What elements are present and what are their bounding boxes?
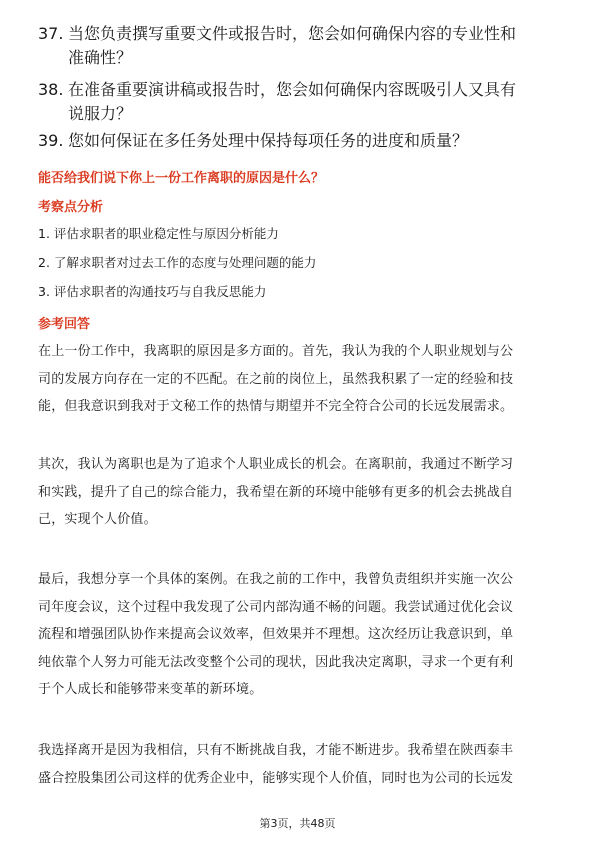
paragraph-line: 能，但我意识到我对于文秘工作的热情与期望并不完全符合公司的长远发展需求。 [38,399,514,414]
paragraph-line: 司的发展方向存在一定的不匹配。在之前的岗位上，虽然我积累了一定的经验和技 [38,371,514,387]
main-question-heading: 能否给我们说下你上一份工作离职的原因是什么？ [38,171,325,186]
paragraph-line: 盛合控股集团公司这样的优秀企业中，能够实现个人价值，同时也为公司的长远发 [38,770,514,786]
paragraph-line: 我选择离开是因为我相信，只有不断挑战自我，才能不断进步。我希望在陕西泰丰 [38,743,514,758]
analysis-heading: 考察点分析 [38,200,104,215]
analysis-point-1: 1. 评估求职者的职业稳定性与原因分析能力 [38,226,279,241]
paragraph-line: 流程和增强团队协作来提高会议效率，但效果并不理想。这次经历让我意识到，单 [38,627,514,642]
answer-paragraph-2 [38,451,558,534]
paragraph-line: 己，实现个人价值。 [38,512,157,527]
paragraph-line: 司年度会议，这个过程中我发现了公司内部沟通不畅的问题。我尝试通过优化会议 [38,599,514,615]
question-39 [38,129,568,153]
answer-paragraph-3 [38,566,558,704]
paragraph-line: 和实践，提升了自己的综合能力，我希望在新的环境中能够有更多的机会去挑战自 [38,484,514,500]
answer-heading: 参考回答 [38,317,91,332]
paragraph-line: 在上一份工作中，我离职的原因是多方面的。首先，我认为我的个人职业规划与公 [38,344,514,359]
analysis-point-2: 2. 了解求职者对过去工作的态度与处理问题的能力 [38,255,317,270]
answer-paragraph-1 [38,338,558,421]
paragraph-line: 纯依靠个人努力可能无法改变整个公司的现状，因此我决定离职，寻求一个更有利 [38,654,514,670]
question-text-line1: 当您负责撰写重要文件或报告时，您会如何确保内容的专业性和 [68,24,517,43]
page-number-footer: 第3页，共48页 [259,817,336,830]
question-37 [38,22,568,70]
question-text-line1: 您如何保证在多任务处理中保持每项任务的进度和质量？ [68,131,469,150]
question-number: 37. [38,24,64,43]
question-number: 39. [38,131,64,150]
paragraph-line: 其次，我认为离职也是为了追求个人职业成长的机会。在离职前，我通过不断学习 [38,457,514,472]
analysis-point-3: 3. 评估求职者的沟通技巧与自我反思能力 [38,284,267,299]
answer-paragraph-4 [38,737,558,792]
question-text-line1: 在准备重要演讲稿或报告时，您会如何确保内容既吸引人又具有 [68,80,517,99]
paragraph-line: 于个人成长和能够带来变革的新环境。 [38,682,263,697]
paragraph-line: 最后，我想分享一个具体的案例。在我之前的工作中，我曾负责组织并实施一次公 [38,572,514,587]
question-38 [38,78,568,126]
question-text-line2: 说服力？ [68,104,133,123]
question-number: 38. [38,80,64,99]
question-text-line2: 准确性？ [68,48,133,67]
